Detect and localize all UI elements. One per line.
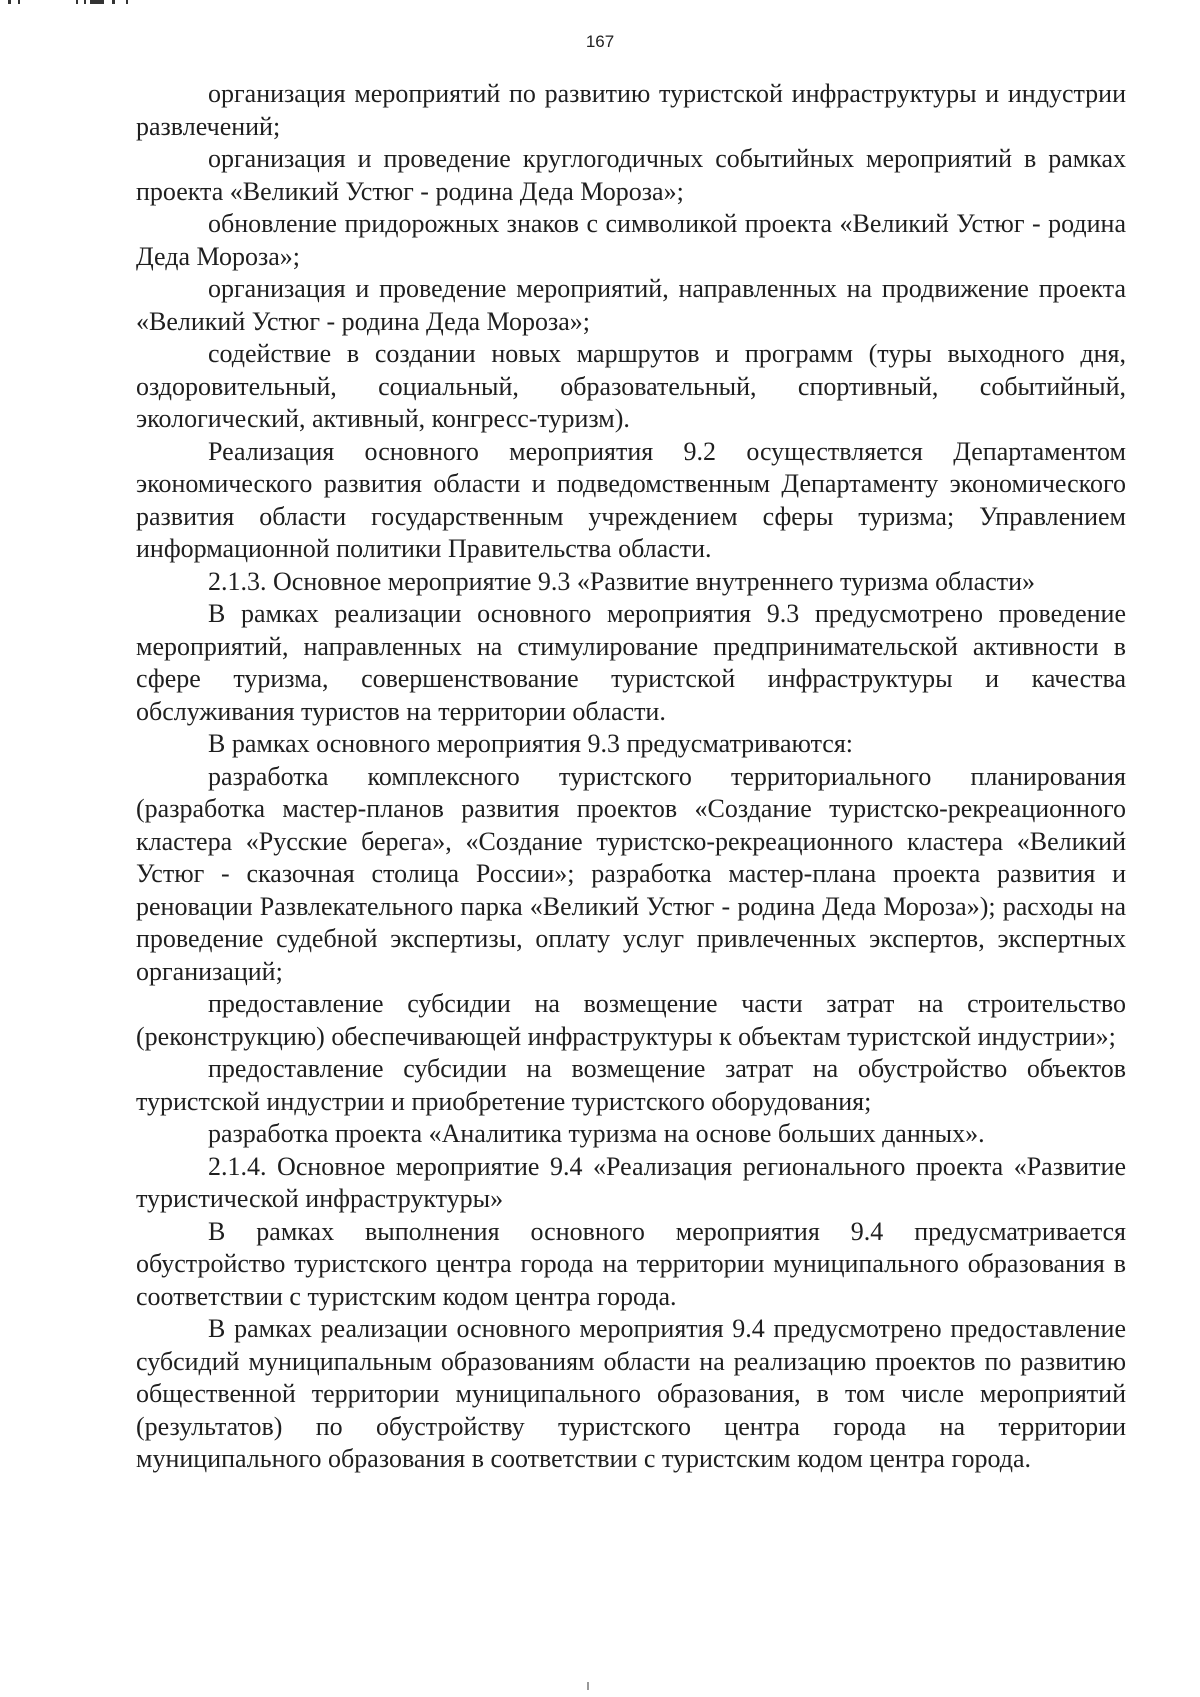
paragraph: В рамках выполнения основного мероприятия 9.4 предусматривается обустройство туристского центра города на территории муниципального образования в соответствии с туристским кодом центра города.	[136, 1216, 1126, 1311]
paragraph: обновление придорожных знаков с символикой проекта «Великий Устюг - родина Деда Мороза»;	[136, 209, 1126, 271]
section-heading: 2.1.3. Основное мероприятие 9.3 «Развитие внутреннего туризма области»	[208, 566, 1036, 596]
paragraph: предоставление субсидии на возмещение части затрат на строительство (реконструкцию) обеспечивающей инфраструктуры к объектам туристской индустрии»;	[136, 989, 1126, 1051]
paragraph: В рамках основного мероприятия 9.3 предусматриваются:	[208, 729, 854, 758]
paragraph: В рамках реализации основного мероприятия 9.3 предусмотрено проведение мероприятий, направленных на стимулирование предпринимательской активности в сфере туризма, совершенствование туристской инфраструктуры и качества обслуживания туристов на территории области.	[136, 599, 1126, 726]
paragraph: содействие в создании новых маршрутов и программ (туры выходного дня, оздоровительный, социальный, образовательный, спортивный, событийный, экологический, активный, конгресс-туризм).	[136, 339, 1126, 433]
paragraph: В рамках реализации основного мероприятия 9.4 предусмотрено предоставление субсидий муниципальным образованиям области на реализацию проектов по развитию общественной территории муниципального образования, в том числе мероприятий (результатов) по обустройству туристского центра города на территории муниципального образования в соответствии с туристским кодом центра города.	[136, 1314, 1126, 1473]
paragraph: организация мероприятий по развитию туристской инфраструктуры и индустрии развлечений;	[136, 79, 1126, 141]
scan-artifact-marks	[8, 0, 158, 6]
body-text	[136, 78, 1126, 1476]
paragraph: разработка проекта «Аналитика туризма на основе больших данных».	[208, 1119, 985, 1148]
page-number: 167	[585, 32, 615, 51]
paragraph: организация и проведение круглогодичных событийных мероприятий в рамках проекта «Великий Устюг - родина Деда Мороза»;	[136, 144, 1126, 206]
paragraph: предоставление субсидии на возмещение затрат на обустройство объектов туристской индустрии и приобретение туристского оборудования;	[136, 1054, 1126, 1116]
scan-artifact-mark	[587, 1682, 589, 1690]
paragraph: разработка комплексного туристского территориального планирования (разработка мастер-планов развития проектов «Создание туристско-рекреационного кластера «Русские берега», «Создание туристско-рекреационного кластера «Великий Устюг - сказочная столица России»; разработка мастер-плана проекта развития и реновации Развлекательного парка «Великий Устюг - родина Деда Мороза»); расходы на проведение судебной экспертизы, оплату услуг привлеченных экспертов, экспертных организаций;	[136, 761, 1126, 986]
paragraph: организация и проведение мероприятий, направленных на продвижение проекта «Великий Устюг - родина Деда Мороза»;	[136, 274, 1126, 336]
section-heading: 2.1.4. Основное мероприятие 9.4 «Реализация регионального проекта «Развитие туристической инфраструктуры»	[136, 1151, 1126, 1213]
paragraph: Реализация основного мероприятия 9.2 осуществляется Департаментом экономического развития области и подведомственным Департаменту экономического развития области государственным учреждением сферы туризма; Управлением информационной политики Правительства области.	[136, 436, 1126, 563]
